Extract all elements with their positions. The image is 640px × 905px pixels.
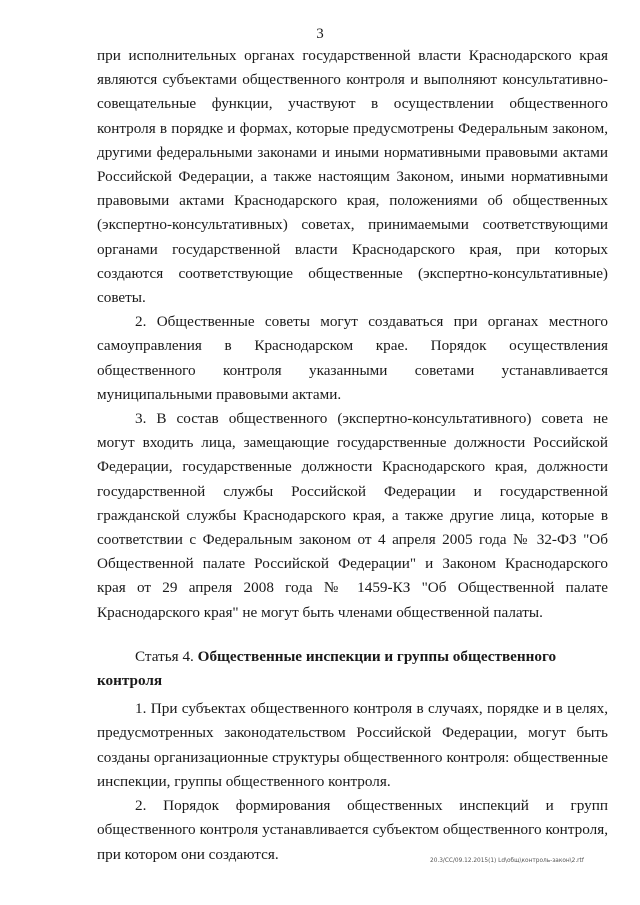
article-paragraph-1: 1. При субъектах общественного контроля в случаях, порядке и в целях, предусмотренных законодательством Российской Федерации, могут быть созданы организационные структуры общественного контроля: общественные инспекции, группы общественного контроля. [97,700,608,790]
paragraph-continuation: при исполнительных органах государственной власти Краснодарского края являются субъектами общественного контроля и выполняют консультативно-совещательные функции, участвуют в осуществлении общественного контроля в порядке и формах, которые предусмотрены Федеральным законом, другими федеральными законами и иными нормативными правовыми актами Российской Федерации, а также настоящим Законом, иными нормативными правовыми актами Краснодарского края, положениями об общественных (экспертно-консультативных) советах, принимаемыми соответствующими органами государственной власти Краснодарского края, при которых создаются соответствующие общественные (экспертно-консультативные) советы. [97,47,608,307]
article-heading [97,645,608,693]
article-title: Общественные инспекции и группы общественного контроля [97,647,557,690]
paragraph-2: 2. Общественные советы могут создаваться при органах местного самоуправления в Краснодарском крае. Порядок осуществления общественного контроля указанными советами устанавливается муниципальными правовыми актами. [97,313,608,403]
paragraph-3: 3. В состав общественного (экспертно-консультативного) совета не могут входить лица, замещающие государственные должности Российской Федерации, государственные должности Краснодарского края, должности государственной службы Российской Федерации и государственной гражданской службы Краснодарского края, а также другие лица, которые в соответствии с Федеральным законом от 4 апреля 2005 года № 32-ФЗ "Об Общественной палате Российской Федерации" и Законом Краснодарского края от 29 апреля 2008 года № 1459-КЗ "Об Общественной палате Краснодарского края" не могут быть членами общественной палаты. [97,410,608,621]
page-number: 3 [316,26,324,42]
footer-file-reference: 20.3/СС/09.12.2015(1) Ld\общ\контроль-закон\2.rtf [430,858,584,864]
document-body [97,44,608,867]
article-label: Статья 4. [135,647,194,665]
article-paragraph-2: 2. Порядок формирования общественных инспекций и групп общественного контроля устанавливается субъектом общественного контроля, при котором они создаются. [97,797,608,863]
